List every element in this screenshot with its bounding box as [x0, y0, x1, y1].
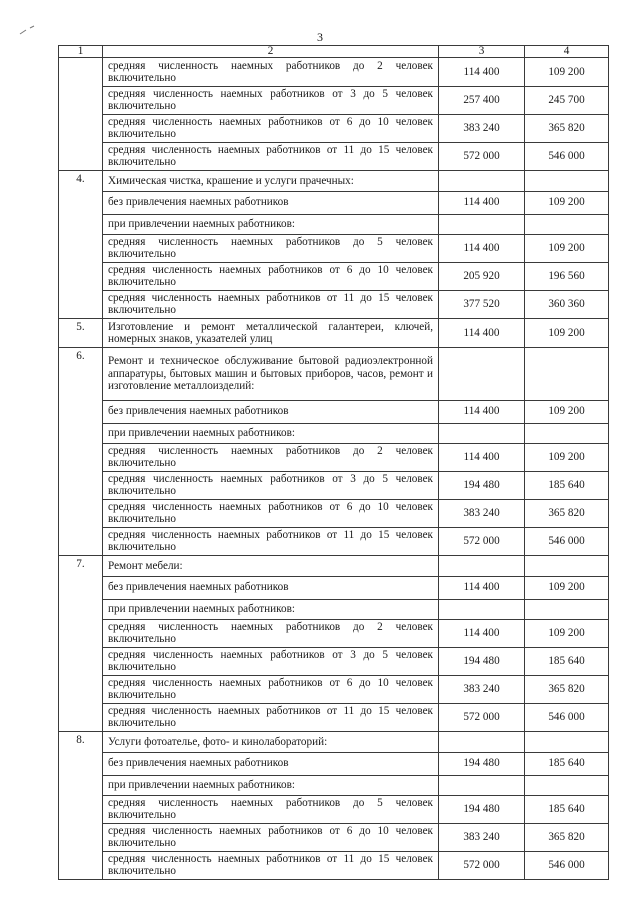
rate-column-3: 114 400 [439, 576, 525, 599]
table-row [59, 471, 609, 499]
table-row [59, 732, 609, 753]
row-description: Изготовление и ремонт металлической галантереи, ключей, номерных знаков, указателей улиц [103, 319, 439, 348]
table-row [59, 171, 609, 192]
row-description: средняя численность наемных работников от 11 до 15 человек включительно [103, 703, 439, 732]
rate-column-4: 185 640 [525, 471, 609, 499]
row-number [59, 703, 103, 732]
rate-column-4: 546 000 [525, 703, 609, 732]
row-description: без привлечения наемных работников [103, 752, 439, 775]
rate-column-3: 383 240 [439, 114, 525, 142]
row-description: средняя численность наемных работников от 11 до 15 человек включительно [103, 527, 439, 556]
rate-column-4: 185 640 [525, 795, 609, 823]
row-number [59, 599, 103, 619]
rate-column-3: 194 480 [439, 471, 525, 499]
rate-column-4 [525, 556, 609, 577]
rate-column-4: 546 000 [525, 142, 609, 171]
table-row [59, 58, 609, 87]
rate-column-3 [439, 775, 525, 795]
rate-column-3: 114 400 [439, 619, 525, 647]
row-number [59, 576, 103, 599]
rate-column-4: 109 200 [525, 234, 609, 262]
row-description: Химическая чистка, крашение и услуги прачечных: [103, 171, 439, 192]
row-number [59, 58, 103, 87]
rate-column-4: 365 820 [525, 675, 609, 703]
page-number: 3 [317, 30, 323, 44]
rate-column-4: 196 560 [525, 262, 609, 290]
row-description: средняя численность наемных работников от 6 до 10 человек включительно [103, 499, 439, 527]
row-number [59, 290, 103, 319]
table-row [59, 262, 609, 290]
row-number [59, 114, 103, 142]
row-description: средняя численность наемных работников от 6 до 10 человек включительно [103, 114, 439, 142]
row-description: при привлечении наемных работников: [103, 423, 439, 443]
row-description: средняя численность наемных работников от 6 до 10 человек включительно [103, 262, 439, 290]
row-number [59, 142, 103, 171]
table-row [59, 556, 609, 577]
rate-column-4: 245 700 [525, 86, 609, 114]
rate-column-3: 194 480 [439, 795, 525, 823]
table-row [59, 234, 609, 262]
rate-column-4 [525, 423, 609, 443]
row-number [59, 619, 103, 647]
table-row [59, 499, 609, 527]
table-row [59, 114, 609, 142]
row-description: средняя численность наемных работников от 6 до 10 человек включительно [103, 675, 439, 703]
row-description: Услуги фотоателье, фото- и кинолабораторий: [103, 732, 439, 753]
rate-column-3 [439, 732, 525, 753]
rate-column-3 [439, 556, 525, 577]
rate-column-4: 546 000 [525, 527, 609, 556]
row-description: Ремонт и техническое обслуживание бытовой радиоэлектронной аппаратуры, бытовых машин и бытовых приборов, часов, ремонт и изготовление металлоизделий: [103, 348, 439, 401]
rate-column-4 [525, 775, 609, 795]
table-row [59, 599, 609, 619]
rate-column-3: 572 000 [439, 851, 525, 880]
table-row [59, 647, 609, 675]
rate-column-3: 114 400 [439, 58, 525, 87]
row-number [59, 823, 103, 851]
table-row [59, 527, 609, 556]
rate-column-3 [439, 348, 525, 401]
row-number [59, 675, 103, 703]
row-number: 5. [59, 319, 103, 348]
row-number [59, 423, 103, 443]
rate-column-3 [439, 423, 525, 443]
rate-column-4: 109 200 [525, 443, 609, 471]
header-col-4: 4 [525, 46, 609, 58]
rate-column-4: 109 200 [525, 619, 609, 647]
table-row [59, 142, 609, 171]
rate-column-3: 572 000 [439, 142, 525, 171]
rate-column-3: 114 400 [439, 191, 525, 214]
table-row [59, 619, 609, 647]
row-number: 4. [59, 171, 103, 192]
table-row [59, 290, 609, 319]
tariff-table [58, 45, 609, 880]
rate-column-4: 109 200 [525, 58, 609, 87]
rate-column-3: 383 240 [439, 499, 525, 527]
table-row [59, 823, 609, 851]
row-description: средняя численность наемных работников от 3 до 5 человек включительно [103, 86, 439, 114]
row-description: при привлечении наемных работников: [103, 599, 439, 619]
rate-column-3: 194 480 [439, 647, 525, 675]
rate-column-3 [439, 171, 525, 192]
rate-column-4: 365 820 [525, 499, 609, 527]
rate-column-3: 114 400 [439, 443, 525, 471]
table-row [59, 319, 609, 348]
table-header-row [59, 46, 609, 58]
row-description: средняя численность наемных работников от 3 до 5 человек включительно [103, 647, 439, 675]
row-description: средняя численность наемных работников от 11 до 15 человек включительно [103, 851, 439, 880]
rate-column-3: 114 400 [439, 319, 525, 348]
rate-column-4: 109 200 [525, 576, 609, 599]
rate-column-4 [525, 214, 609, 234]
row-number [59, 400, 103, 423]
rate-column-3: 383 240 [439, 823, 525, 851]
table-row [59, 752, 609, 775]
table-row [59, 576, 609, 599]
rate-column-3: 194 480 [439, 752, 525, 775]
rate-column-4: 546 000 [525, 851, 609, 880]
table-row [59, 795, 609, 823]
rate-column-3: 383 240 [439, 675, 525, 703]
rate-column-4: 185 640 [525, 752, 609, 775]
row-description: при привлечении наемных работников: [103, 214, 439, 234]
rate-column-4 [525, 732, 609, 753]
rate-column-4: 185 640 [525, 647, 609, 675]
row-description: без привлечения наемных работников [103, 400, 439, 423]
rate-column-3: 377 520 [439, 290, 525, 319]
row-number [59, 851, 103, 880]
table-row [59, 348, 609, 401]
row-description: средняя численность наемных работников от 11 до 15 человек включительно [103, 290, 439, 319]
table-row [59, 443, 609, 471]
row-description: средняя численность наемных работников до 2 человек включительно [103, 619, 439, 647]
row-description: средняя численность наемных работников от 3 до 5 человек включительно [103, 471, 439, 499]
row-description: без привлечения наемных работников [103, 191, 439, 214]
row-description: при привлечении наемных работников: [103, 775, 439, 795]
row-description: средняя численность наемных работников до 5 человек включительно [103, 795, 439, 823]
table-row [59, 86, 609, 114]
row-number: 8. [59, 732, 103, 753]
row-number [59, 234, 103, 262]
row-description: средняя численность наемных работников до 2 человек включительно [103, 443, 439, 471]
row-number [59, 191, 103, 214]
table-row [59, 851, 609, 880]
rate-column-3: 114 400 [439, 234, 525, 262]
row-number [59, 775, 103, 795]
row-number [59, 752, 103, 775]
rate-column-3: 572 000 [439, 703, 525, 732]
row-number [59, 499, 103, 527]
row-description: без привлечения наемных работников [103, 576, 439, 599]
header-col-3: 3 [439, 46, 525, 58]
row-description: средняя численность наемных работников до 2 человек включительно [103, 58, 439, 87]
table-row [59, 214, 609, 234]
header-col-1: 1 [59, 46, 103, 58]
row-number [59, 443, 103, 471]
table-row [59, 423, 609, 443]
row-description: Ремонт мебели: [103, 556, 439, 577]
rate-column-4 [525, 171, 609, 192]
rate-column-3 [439, 599, 525, 619]
row-number [59, 262, 103, 290]
table-row [59, 400, 609, 423]
rate-column-3: 572 000 [439, 527, 525, 556]
rate-column-3 [439, 214, 525, 234]
row-number [59, 214, 103, 234]
table-row [59, 675, 609, 703]
row-number [59, 795, 103, 823]
rate-column-3: 257 400 [439, 86, 525, 114]
row-description: средняя численность наемных работников от 11 до 15 человек включительно [103, 142, 439, 171]
rate-column-4: 109 200 [525, 191, 609, 214]
rate-column-3: 114 400 [439, 400, 525, 423]
rate-column-4: 109 200 [525, 400, 609, 423]
row-number [59, 471, 103, 499]
header-col-2: 2 [103, 46, 439, 58]
rate-column-4: 365 820 [525, 823, 609, 851]
table-row [59, 775, 609, 795]
row-description: средняя численность наемных работников до 5 человек включительно [103, 234, 439, 262]
row-number [59, 86, 103, 114]
table-row [59, 191, 609, 214]
row-number: 6. [59, 348, 103, 401]
row-number [59, 527, 103, 556]
row-number: 7. [59, 556, 103, 577]
row-number [59, 647, 103, 675]
rate-column-4 [525, 599, 609, 619]
rate-column-4: 365 820 [525, 114, 609, 142]
rate-column-3: 205 920 [439, 262, 525, 290]
table-row [59, 703, 609, 732]
row-description: средняя численность наемных работников от 6 до 10 человек включительно [103, 823, 439, 851]
rate-column-4: 109 200 [525, 319, 609, 348]
rate-column-4: 360 360 [525, 290, 609, 319]
rate-column-4 [525, 348, 609, 401]
